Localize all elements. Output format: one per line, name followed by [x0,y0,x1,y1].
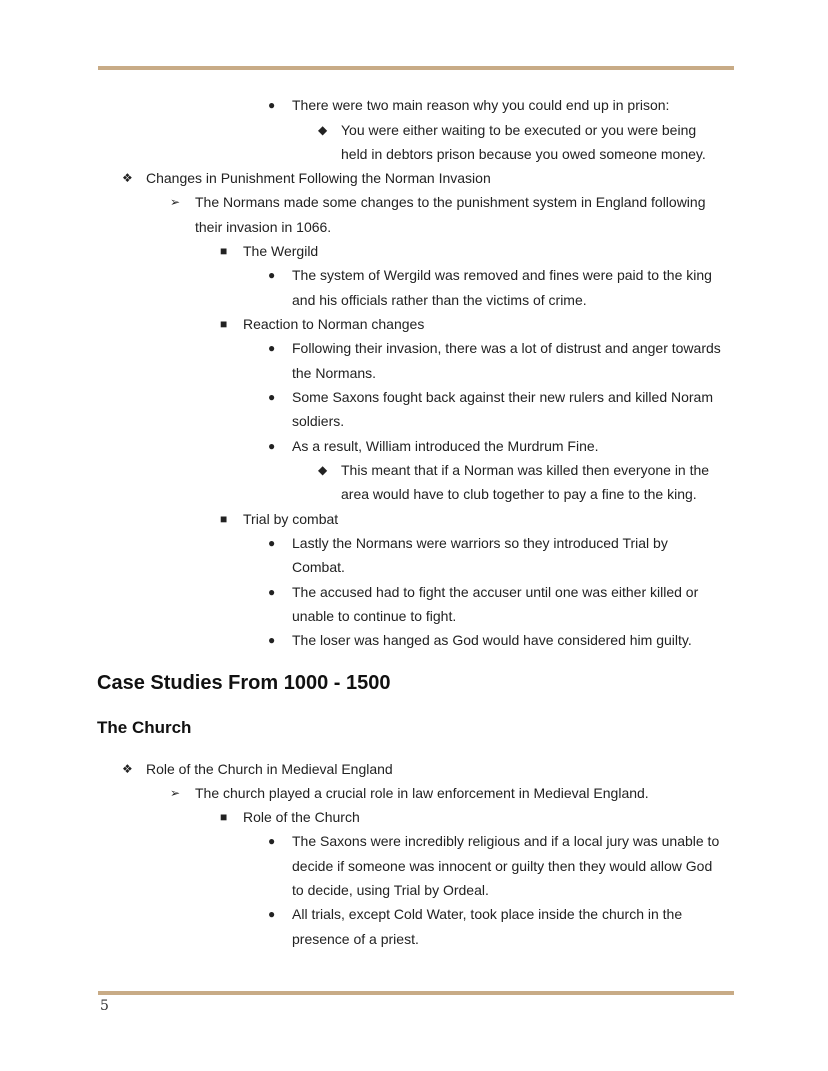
list-item-text: All trials, except Cold Water, took place inside the church in the [292,906,683,922]
bullet-icon: ● [268,439,276,453]
list-item-text: area would have to club together to pay a fine to the king. [341,486,697,502]
header-rule [98,66,734,70]
list-item-text: The Wergild [243,243,319,259]
bullet-icon: ● [268,907,276,921]
bullet-icon: ● [268,585,276,599]
square-bullet-icon: ■ [220,244,228,258]
arrow-bullet-icon: ➢ [170,786,181,800]
diamond-cluster-bullet-icon: ❖ [122,171,133,185]
diamond-cluster-bullet-icon: ❖ [122,762,133,776]
footer-rule [98,991,734,995]
list-item-text: You were either waiting to be executed or you were being [341,122,697,138]
list-item-text: There were two main reason why you could end up in prison: [292,97,670,113]
list-item-text: Role of the Church [243,809,360,825]
list-item-text: Following their invasion, there was a lot of distrust and anger towards [292,340,721,356]
list-item-text: The accused had to fight the accuser until one was either killed or [292,584,699,600]
list-item-text: Trial by combat [243,511,339,527]
list-item-text: presence of a priest. [292,931,419,947]
square-bullet-icon: ■ [220,512,228,526]
square-bullet-icon: ■ [220,317,228,331]
arrow-bullet-icon: ➢ [170,195,181,209]
list-item-text: Reaction to Norman changes [243,316,425,332]
list-item-text: The Saxons were incredibly religious and if a local jury was unable to [292,833,720,849]
bullet-icon: ● [268,98,276,112]
list-item-text: soldiers. [292,413,345,429]
bullet-icon: ● [268,390,276,404]
page-number: 5 [100,998,109,1014]
diamond-bullet-icon: ◆ [318,123,328,137]
list-item-text: Role of the Church in Medieval England [146,761,393,777]
list-item-text: Lastly the Normans were warriors so they introduced Trial by [292,535,668,551]
list-item-text: Changes in Punishment Following the Norman Invasion [146,170,491,186]
diamond-bullet-icon: ◆ [318,463,328,477]
list-item-text: As a result, William introduced the Murdrum Fine. [292,438,599,454]
list-item-text: decide if someone was innocent or guilty then they would allow God [292,858,713,874]
section-heading: Case Studies From 1000 - 1500 [97,672,391,694]
list-item-text: The loser was hanged as God would have considered him guilty. [292,632,692,648]
list-item-text: The system of Wergild was removed and fines were paid to the king [292,267,712,283]
list-item-text: the Normans. [292,365,377,381]
subsection-heading: The Church [97,718,192,737]
list-item-text: held in debtors prison because you owed someone money. [341,146,706,162]
list-item-text: unable to continue to fight. [292,608,457,624]
bullet-icon: ● [268,834,276,848]
bullet-icon: ● [268,633,276,647]
square-bullet-icon: ■ [220,810,228,824]
list-item-text: and his officials rather than the victims of crime. [292,292,587,308]
list-item-text: their invasion in 1066. [195,219,332,235]
list-item-text: Combat. [292,559,345,575]
bullet-icon: ● [268,268,276,282]
list-item-text: This meant that if a Norman was killed then everyone in the [341,462,710,478]
list-item-text: to decide, using Trial by Ordeal. [292,882,489,898]
bullet-icon: ● [268,341,276,355]
list-item-text: Some Saxons fought back against their new rulers and killed Noram [292,389,713,405]
list-item-text: The church played a crucial role in law enforcement in Medieval England. [195,785,649,801]
list-item-text: The Normans made some changes to the punishment system in England following [195,194,706,210]
bullet-icon: ● [268,536,276,550]
